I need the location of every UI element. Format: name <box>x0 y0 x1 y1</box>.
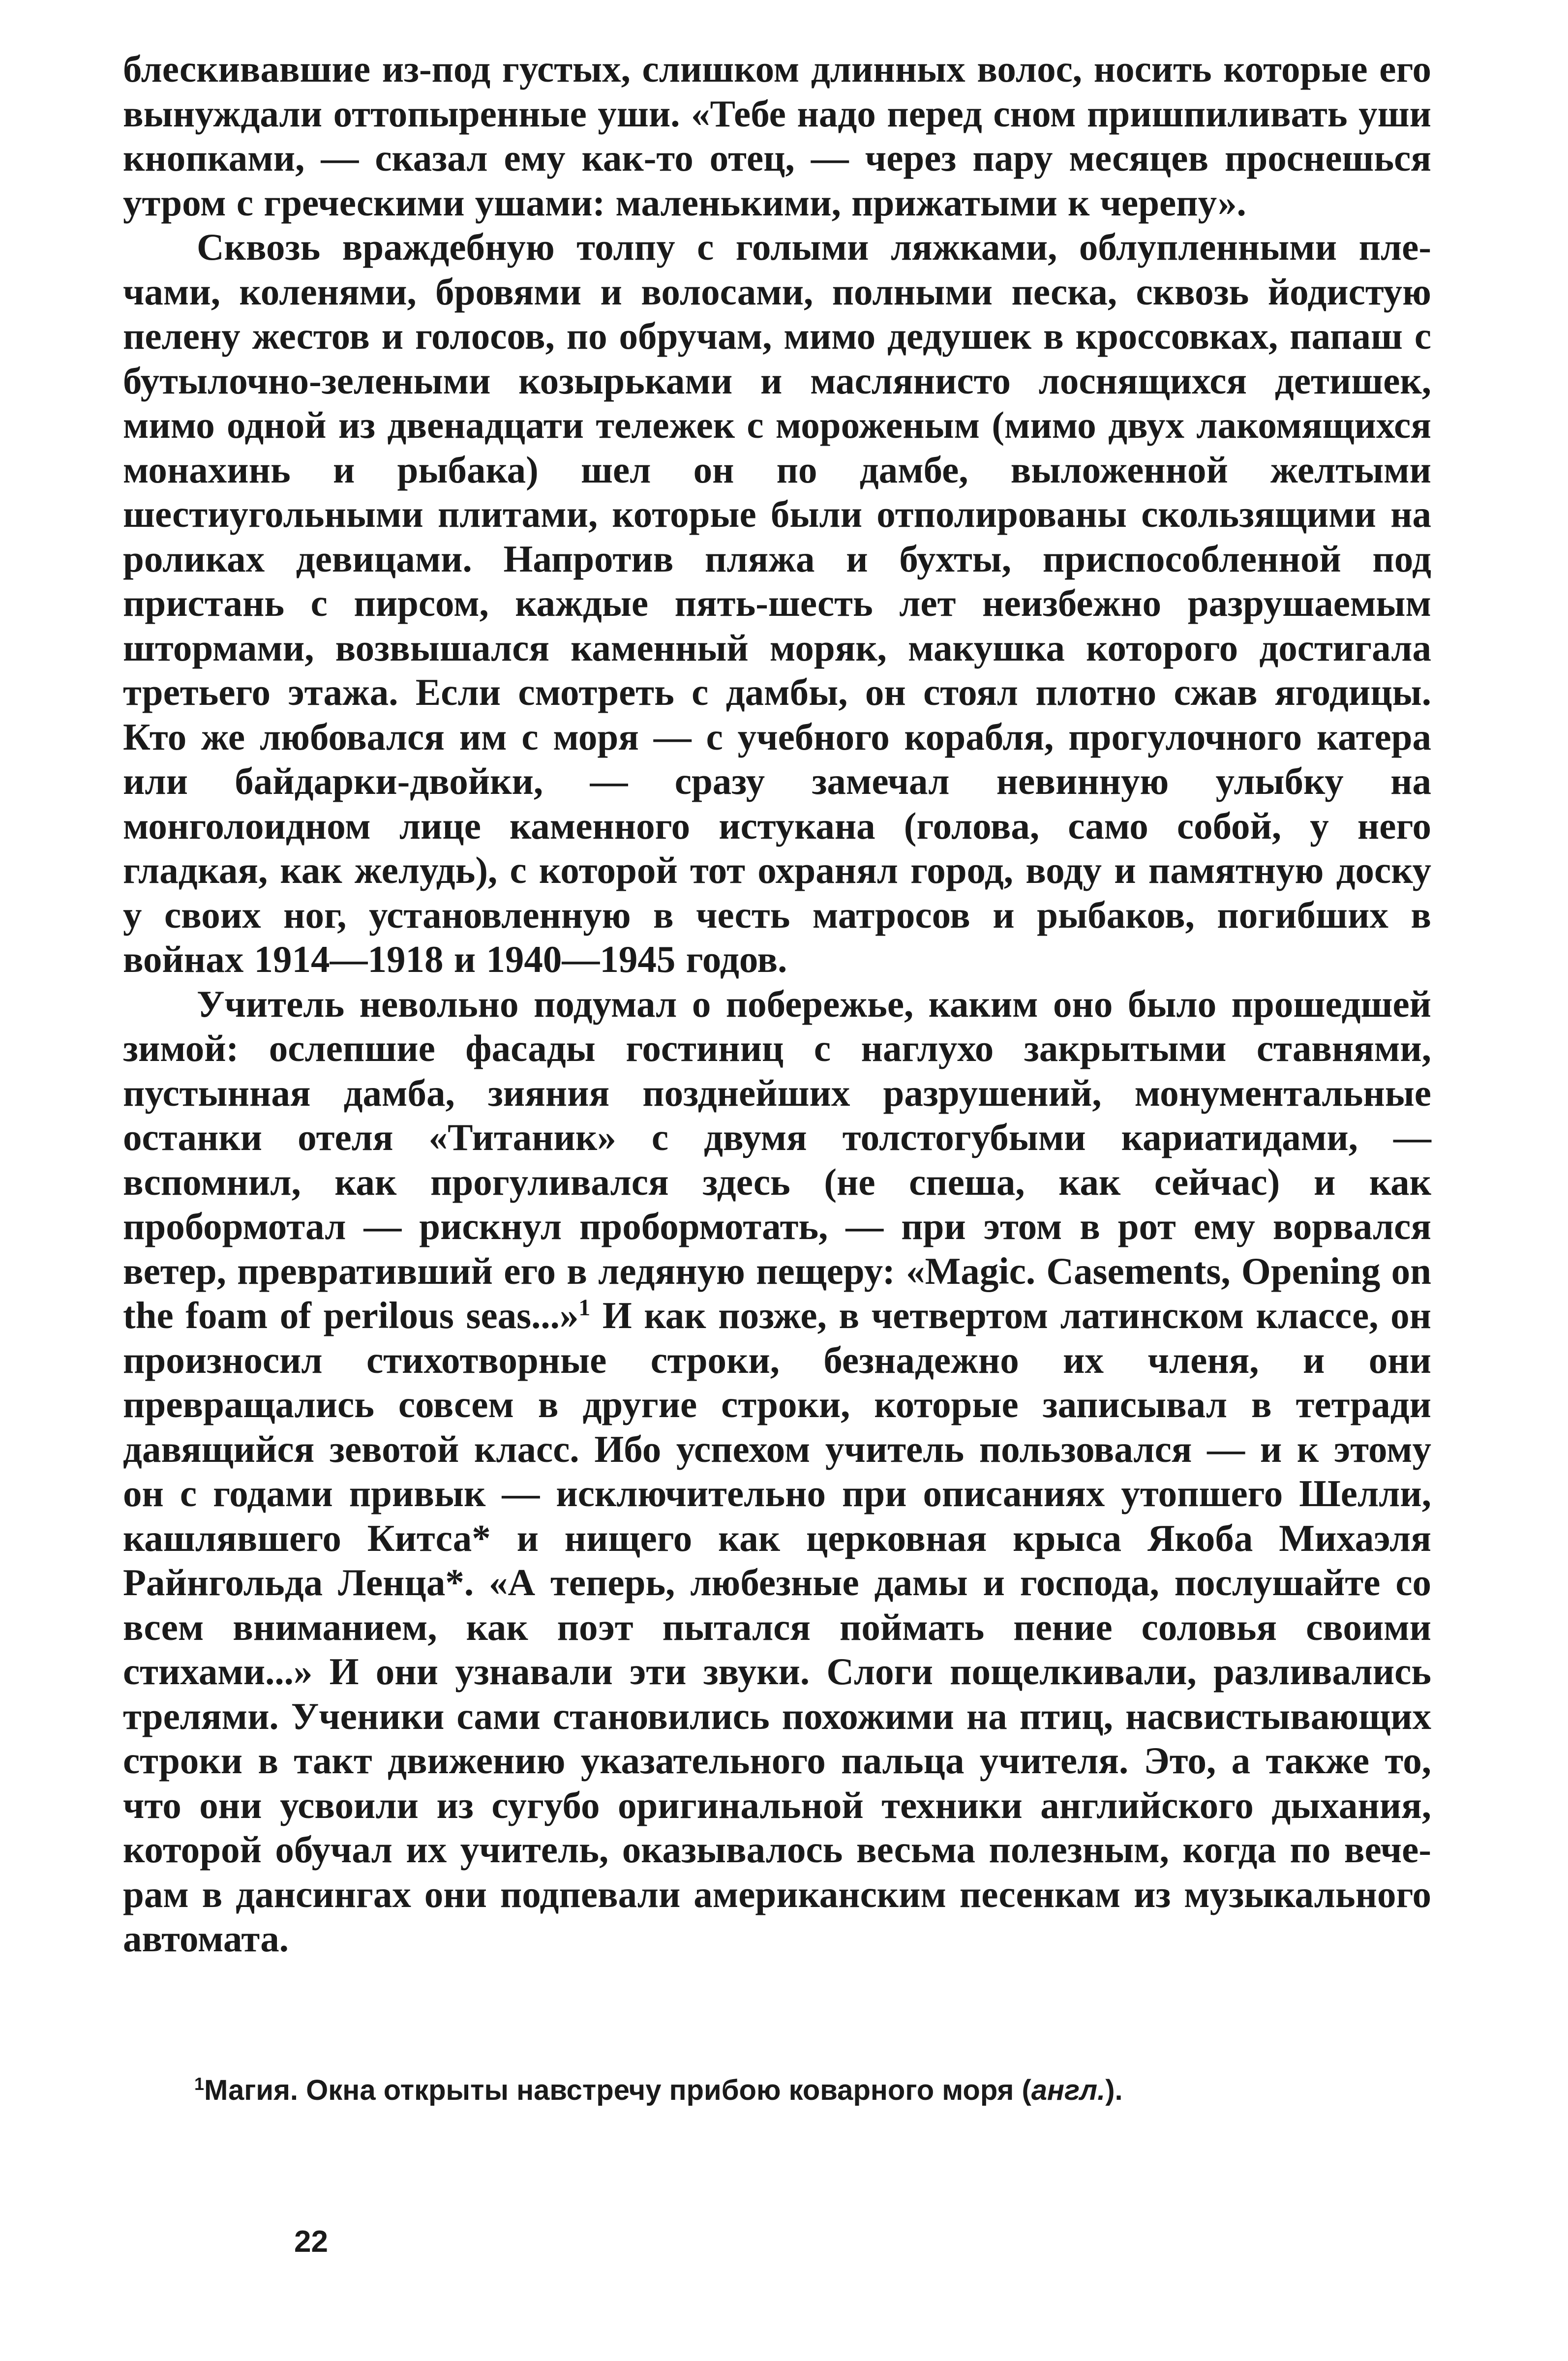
paragraph-2: Сквозь враждебную толпу с голыми ляжками, облупленными плечами, коленями, бровями и волосами, полными песка, сквозь йодистую пелену жестов и голосов, по обручам, мимо дедушек в кроссовках, папаш с бутылочно-зелеными козырьками и маслянисто лоснящихся детишек, мимо одной из двенадцати тележек с мороженым (мимо двух лакомящихся монахинь и рыбака) шел он по дамбе, выложенной желтыми шестиугольными плитами, которые были отполированы скользящими на роликах девицами. Напротив пляжа и бухты, приспособленной под пристань с пирсом, каждые пять-шесть лет неизбежно разрушаемым штормами, возвышался каменный моряк, макушка которого достигала третьего этажа. Если смотреть с дамбы, он стоял плотно сжав ягодицы. Кто же любовался им с моря — с учебного корабля, прогулочного катера или байдарки-двойки, — сразу замечал невинную улыбку на монголоидном лице каменного истукана (голова, само собой, у него гладкая, как желудь), с которой тот охранял город, воду и памятную доску у своих ног, установленную в честь матросов и рыбаков, погибших в войнах 1914—1918 и 1940—1945 годов. <box>123 226 1431 980</box>
footnote-reference: 1 <box>578 1294 591 1321</box>
paragraph-1: блескивавшие из-под густых, слишком длинных волос, носить которые его вынуждали оттопыренные уши. «Тебе надо перед сном пришпиливать уши кнопками, — сказал ему как-то отец, — через пару месяцев проснешься утром с греческими ушами: маленькими, прижатыми к черепу». <box>123 48 1431 224</box>
page-number: 22 <box>294 2225 328 2259</box>
footnote <box>194 2073 1431 2108</box>
footnote-text: Магия. Окна открыты навстречу прибою коварного моря ( <box>204 2074 1031 2106</box>
paragraph-3-part-2: И как позже, в четвертом латинском классе, он произносил стихотворные строки, безнадежно их членя, и они превращались совсем в другие строки, которые записывал в тетради давящийся зевотой класс. Ибо успехом учитель пользовался — и к этому он с годами привык — исключительно при описаниях утопшего Шелли, кашлявшего Китса* и нищего как церковная крыса Якоба Михаэля Райнгольда Ленца*. «А теперь, любезные дамы и господа, послушайте со всем вниманием, как поэт пытался поймать пение соловья своими стихами...» И они узнавали эти звуки. Слоги пощелкивали, разливались трелями. Ученики сами становились похожими на птиц, насвистывающих строки в такт движению указательного пальца учителя. Это, а также то, что они усвоили из сугубо оригинальной техники английского дыхания, которой обучал их учитель, оказывалось весьма полезным, когда по вечерам в дансингах они подпевали американским песенкам из музыкального автомата. <box>123 1294 1431 1960</box>
paragraph-3-part-1: Учитель невольно подумал о побережье, каким оно было прошедшей зимой: ослепшие фасады гостиниц с наглухо закрытыми ставнями, пустынная дамба, зияния позднейших разрушений, монументальные останки отеля «Титаник» с двумя толстогубыми кариатидами, — вспомнил, как прогуливался здесь (не спеша, как сейчас) и как пробормотал — рискнул пробормотать, — при этом в рот ему ворвался ветер, превративший его в ледяную пещеру: «Magic. Casements, Opening on the foam of perilous seas...» <box>123 982 1431 1336</box>
page-body <box>123 47 1431 1961</box>
footnote-close: ). <box>1105 2074 1123 2106</box>
footnote-marker: 1 <box>194 2074 204 2094</box>
footnote-language: англ. <box>1031 2074 1106 2106</box>
paragraph-3 <box>123 982 1431 1961</box>
